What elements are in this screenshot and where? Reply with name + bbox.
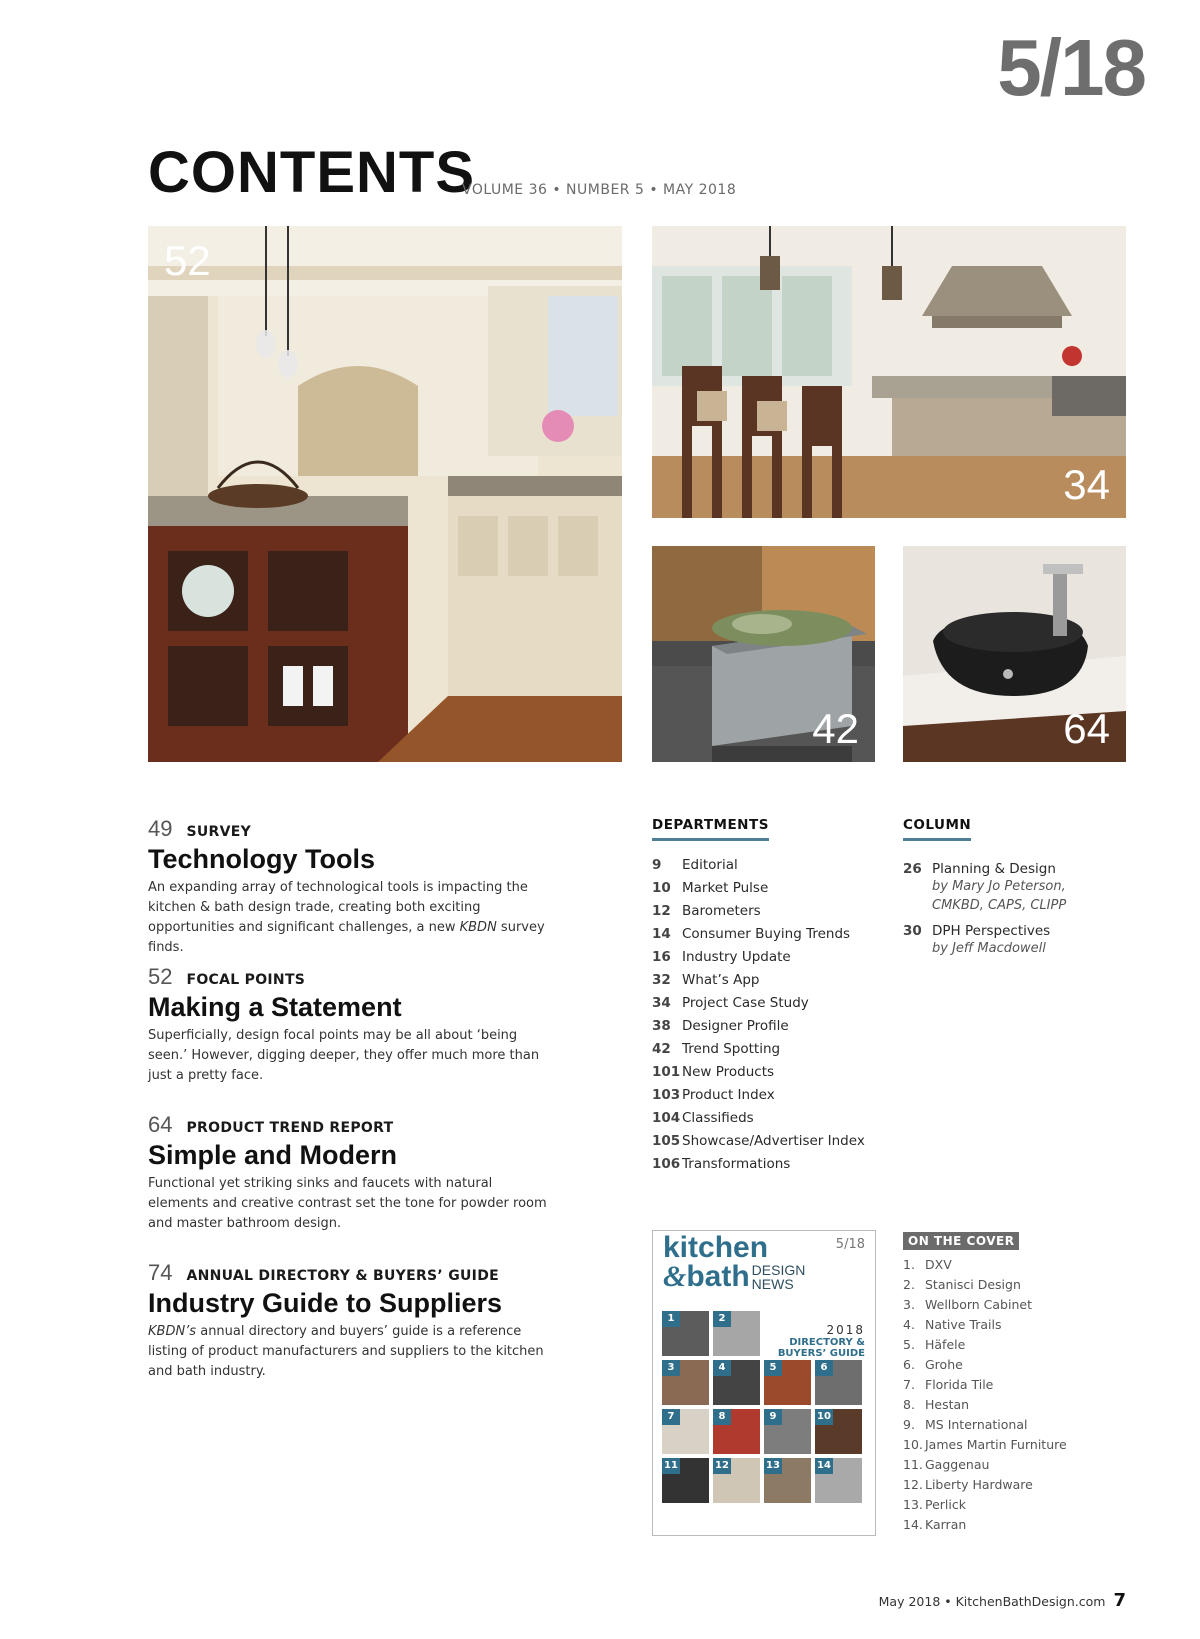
feature-description: Functional yet striking sinks and faucets with natural elements and creative contrast set the tone for powder room and master bathroom design. (148, 1176, 547, 1231)
photo-page-number: 64 (1063, 705, 1110, 752)
feature-making-a-statement[interactable] (148, 964, 548, 1086)
feature-title: Making a Statement (148, 992, 402, 1022)
feature-description: An expanding array of technological tools is impacting the kitchen & bath design trade, creating both exciting opportunities and significant challenges, a new KBDN survey finds. (148, 880, 545, 955)
cover-tile (662, 1311, 709, 1356)
cover-tile (713, 1409, 760, 1454)
department-item[interactable]: 103 Product Index (652, 1087, 775, 1103)
photo-kitchen-island[interactable] (652, 226, 1126, 518)
photo-page-number: 42 (812, 705, 859, 752)
feature-title: Technology Tools (148, 844, 375, 874)
cover-tile (662, 1409, 709, 1454)
island-illustration (652, 226, 1126, 518)
feature-technology-tools[interactable] (148, 816, 548, 958)
on-the-cover-tag: ON THE COVER (903, 1232, 1019, 1250)
cover-tile (764, 1360, 811, 1405)
column-section (903, 814, 1133, 958)
cover-tile (764, 1409, 811, 1454)
issue-badge: 5/18 (997, 23, 1145, 112)
feature-label: PRODUCT TREND REPORT (186, 1120, 394, 1136)
cover-issue: 5/18 (835, 1237, 865, 1252)
column-byline: by Jeff Macdowell (932, 941, 1046, 956)
feature-industry-guide[interactable] (148, 1260, 548, 1382)
cover-tile (713, 1360, 760, 1405)
feature-label: ANNUAL DIRECTORY & BUYERS’ GUIDE (186, 1268, 499, 1284)
cover-credit: 1. DXV (903, 1257, 952, 1272)
cover-credit: 4. Native Trails (903, 1317, 1002, 1332)
feature-title: Industry Guide to Suppliers (148, 1288, 503, 1318)
cover-tile-number: 5 (764, 1360, 782, 1376)
cover-credit: 11. Gaggenau (903, 1457, 990, 1472)
feature-label: SURVEY (186, 824, 252, 840)
page-title: CONTENTS (148, 140, 475, 205)
cover-credit: 13. Perlick (903, 1497, 966, 1512)
cover-tile-number: 6 (815, 1360, 833, 1376)
cover-tile-number: 10 (815, 1409, 833, 1425)
department-item[interactable]: 42 Trend Spotting (652, 1041, 781, 1057)
departments-heading: DEPARTMENTS (652, 817, 769, 841)
department-item[interactable]: 106 Transformations (652, 1156, 791, 1172)
cover-credit: 3. Wellborn Cabinet (903, 1297, 1032, 1312)
cover-tile (815, 1409, 862, 1454)
cover-tile-number: 14 (815, 1458, 833, 1474)
department-item[interactable]: 38 Designer Profile (652, 1018, 789, 1034)
cover-tile (713, 1458, 760, 1503)
department-item[interactable]: 9 Editorial (652, 857, 738, 873)
feature-page-number: 49 (148, 816, 173, 841)
column-item[interactable]: 30 DPH Perspectives by Jeff Macdowell (903, 923, 1133, 958)
department-item[interactable]: 104 Classifieds (652, 1110, 754, 1126)
cover-tile-number: 7 (662, 1409, 680, 1425)
cover-tile (815, 1458, 862, 1503)
footer-text: May 2018 • KitchenBathDesign.com (878, 1594, 1106, 1609)
cover-tile-number: 9 (764, 1409, 782, 1425)
feature-description: Superficially, design focal points may be all about ‘being seen.’ However, digging deeper, they offer much more than just a pretty face. (148, 1028, 540, 1083)
cover-credit: 7. Florida Tile (903, 1377, 994, 1392)
department-item[interactable]: 12 Barometers (652, 903, 761, 919)
cover-tile-number: 12 (713, 1458, 731, 1474)
feature-page-number: 64 (148, 1112, 173, 1137)
column-item[interactable]: 26 Planning & Design by Mary Jo Peterson, CMKBD, CAPS, CLIPP (903, 861, 1133, 915)
feature-page-number: 52 (148, 964, 173, 989)
feature-page-number: 74 (148, 1260, 173, 1285)
departments-section (652, 814, 882, 1179)
department-item[interactable]: 105 Showcase/Advertiser Index (652, 1133, 865, 1149)
volume-line: VOLUME 36 • NUMBER 5 • MAY 2018 (462, 182, 737, 198)
department-item[interactable]: 101 New Products (652, 1064, 775, 1080)
cover-thumbnail[interactable] (652, 1230, 876, 1536)
kitchen-illustration (148, 226, 622, 762)
feature-description: KBDN’s annual directory and buyers’ guide is a reference listing of product manufacturers and suppliers to the kitchen and bath industry. (148, 1324, 544, 1379)
cover-tile-number: 11 (662, 1458, 680, 1474)
department-item[interactable]: 10 Market Pulse (652, 880, 769, 896)
cover-guide-title: 2018 DIRECTORY & BUYERS’ GUIDE (777, 1323, 865, 1359)
cover-tile-number: 3 (662, 1360, 680, 1376)
cover-credit: 2. Stanisci Design (903, 1277, 1021, 1292)
department-item[interactable]: 16 Industry Update (652, 949, 791, 965)
cover-tile-number: 1 (662, 1311, 680, 1327)
page-footer (879, 1590, 1126, 1611)
cover-credit: 9. MS International (903, 1417, 1028, 1432)
column-byline: by Mary Jo Peterson, (932, 879, 1066, 894)
cover-credit: 5. Häfele (903, 1337, 966, 1352)
page-number: 7 (1113, 1590, 1126, 1611)
feature-label: FOCAL POINTS (186, 972, 306, 988)
photo-page-number: 52 (164, 237, 211, 284)
cover-tile (764, 1458, 811, 1503)
photo-main-kitchen[interactable] (148, 226, 622, 762)
feature-title: Simple and Modern (148, 1140, 398, 1170)
on-the-cover-section (903, 1230, 1143, 1537)
cover-tile (815, 1360, 862, 1405)
department-item[interactable]: 32 What’s App (652, 972, 760, 988)
photo-planter-counter[interactable] (652, 546, 875, 762)
photo-page-number: 34 (1063, 461, 1110, 508)
cover-tile (662, 1360, 709, 1405)
cover-logo: kitchen & bath DESIGN NEWS (663, 1231, 806, 1293)
photo-vessel-sink[interactable] (903, 546, 1126, 762)
feature-simple-and-modern[interactable] (148, 1112, 548, 1234)
cover-tile-number: 2 (713, 1311, 731, 1327)
cover-credit: 14. Karran (903, 1517, 967, 1532)
column-heading: COLUMN (903, 817, 971, 841)
cover-credit: 6. Grohe (903, 1357, 963, 1372)
on-the-cover-list (903, 1257, 1143, 1537)
column-byline: CMKBD, CAPS, CLIPP (932, 898, 1067, 913)
cover-tile-number: 8 (713, 1409, 731, 1425)
cover-credit: 10. James Martin Furniture (903, 1437, 1067, 1452)
cover-credit: 12. Liberty Hardware (903, 1477, 1033, 1492)
department-item[interactable]: 14 Consumer Buying Trends (652, 926, 851, 942)
cover-tile-number: 4 (713, 1360, 731, 1376)
cover-tile-number: 13 (764, 1458, 782, 1474)
cover-credit: 8. Hestan (903, 1397, 970, 1412)
cover-tile (662, 1458, 709, 1503)
departments-list (652, 857, 882, 1179)
cover-tile (713, 1311, 760, 1356)
department-item[interactable]: 34 Project Case Study (652, 995, 809, 1011)
